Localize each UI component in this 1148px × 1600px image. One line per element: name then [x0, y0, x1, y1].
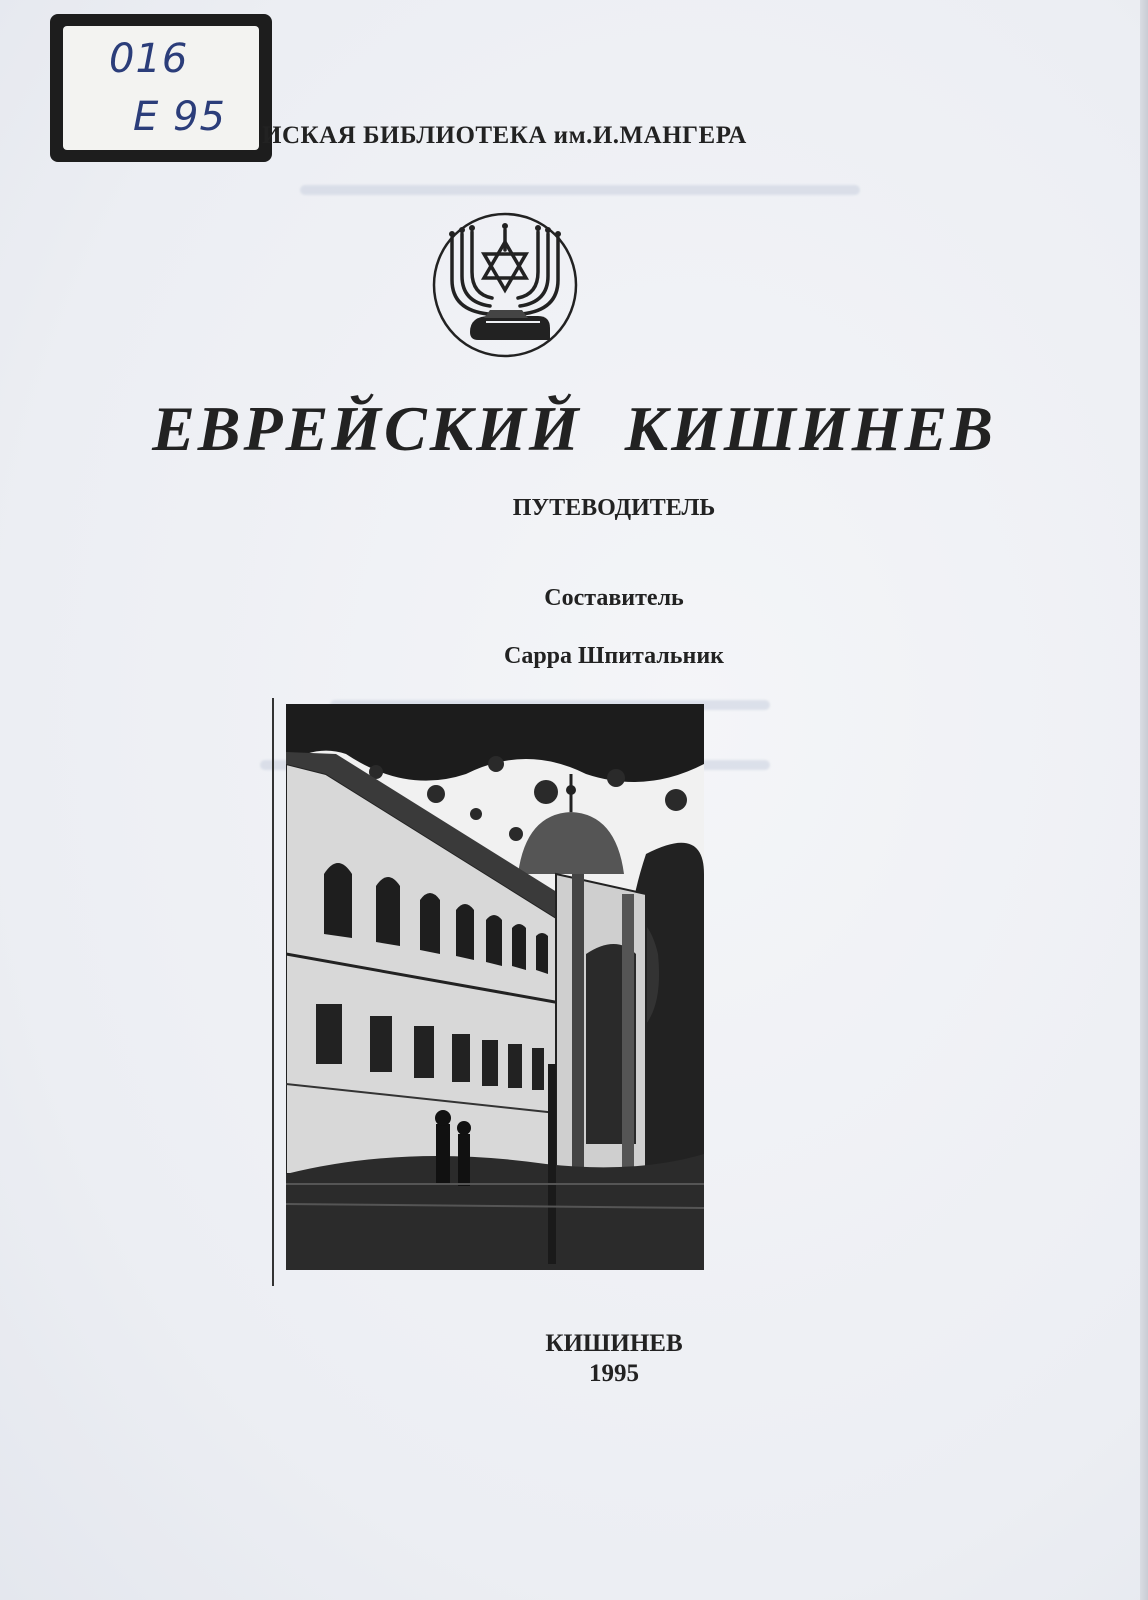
compiler-name: Сарра Шпитальник	[504, 643, 724, 669]
book-subtitle: ПУТЕВОДИТЕЛЬ	[512, 495, 716, 521]
shelf-mark-line2: E 95	[133, 94, 226, 140]
synagogue-building-photo	[286, 704, 704, 1270]
publication-city: КИШИНЕВ	[545, 1330, 683, 1357]
menorah-star-of-david-emblem	[430, 210, 580, 360]
compiler-label: Составитель	[544, 585, 684, 611]
library-header: ИСКАЯ БИБЛИОТЕКА им.И.МАНГЕРА	[262, 122, 747, 149]
shelf-mark-line1: 016	[109, 36, 189, 82]
shelf-mark-label	[50, 14, 272, 162]
show-through-smudge	[300, 185, 860, 195]
shelf-mark-card	[63, 26, 259, 150]
book-title: ЕВРЕЙСКИЙ КИШИНЕВ	[152, 393, 996, 464]
photo-margin-line	[272, 698, 274, 1286]
publication-year: 1995	[589, 1360, 639, 1387]
